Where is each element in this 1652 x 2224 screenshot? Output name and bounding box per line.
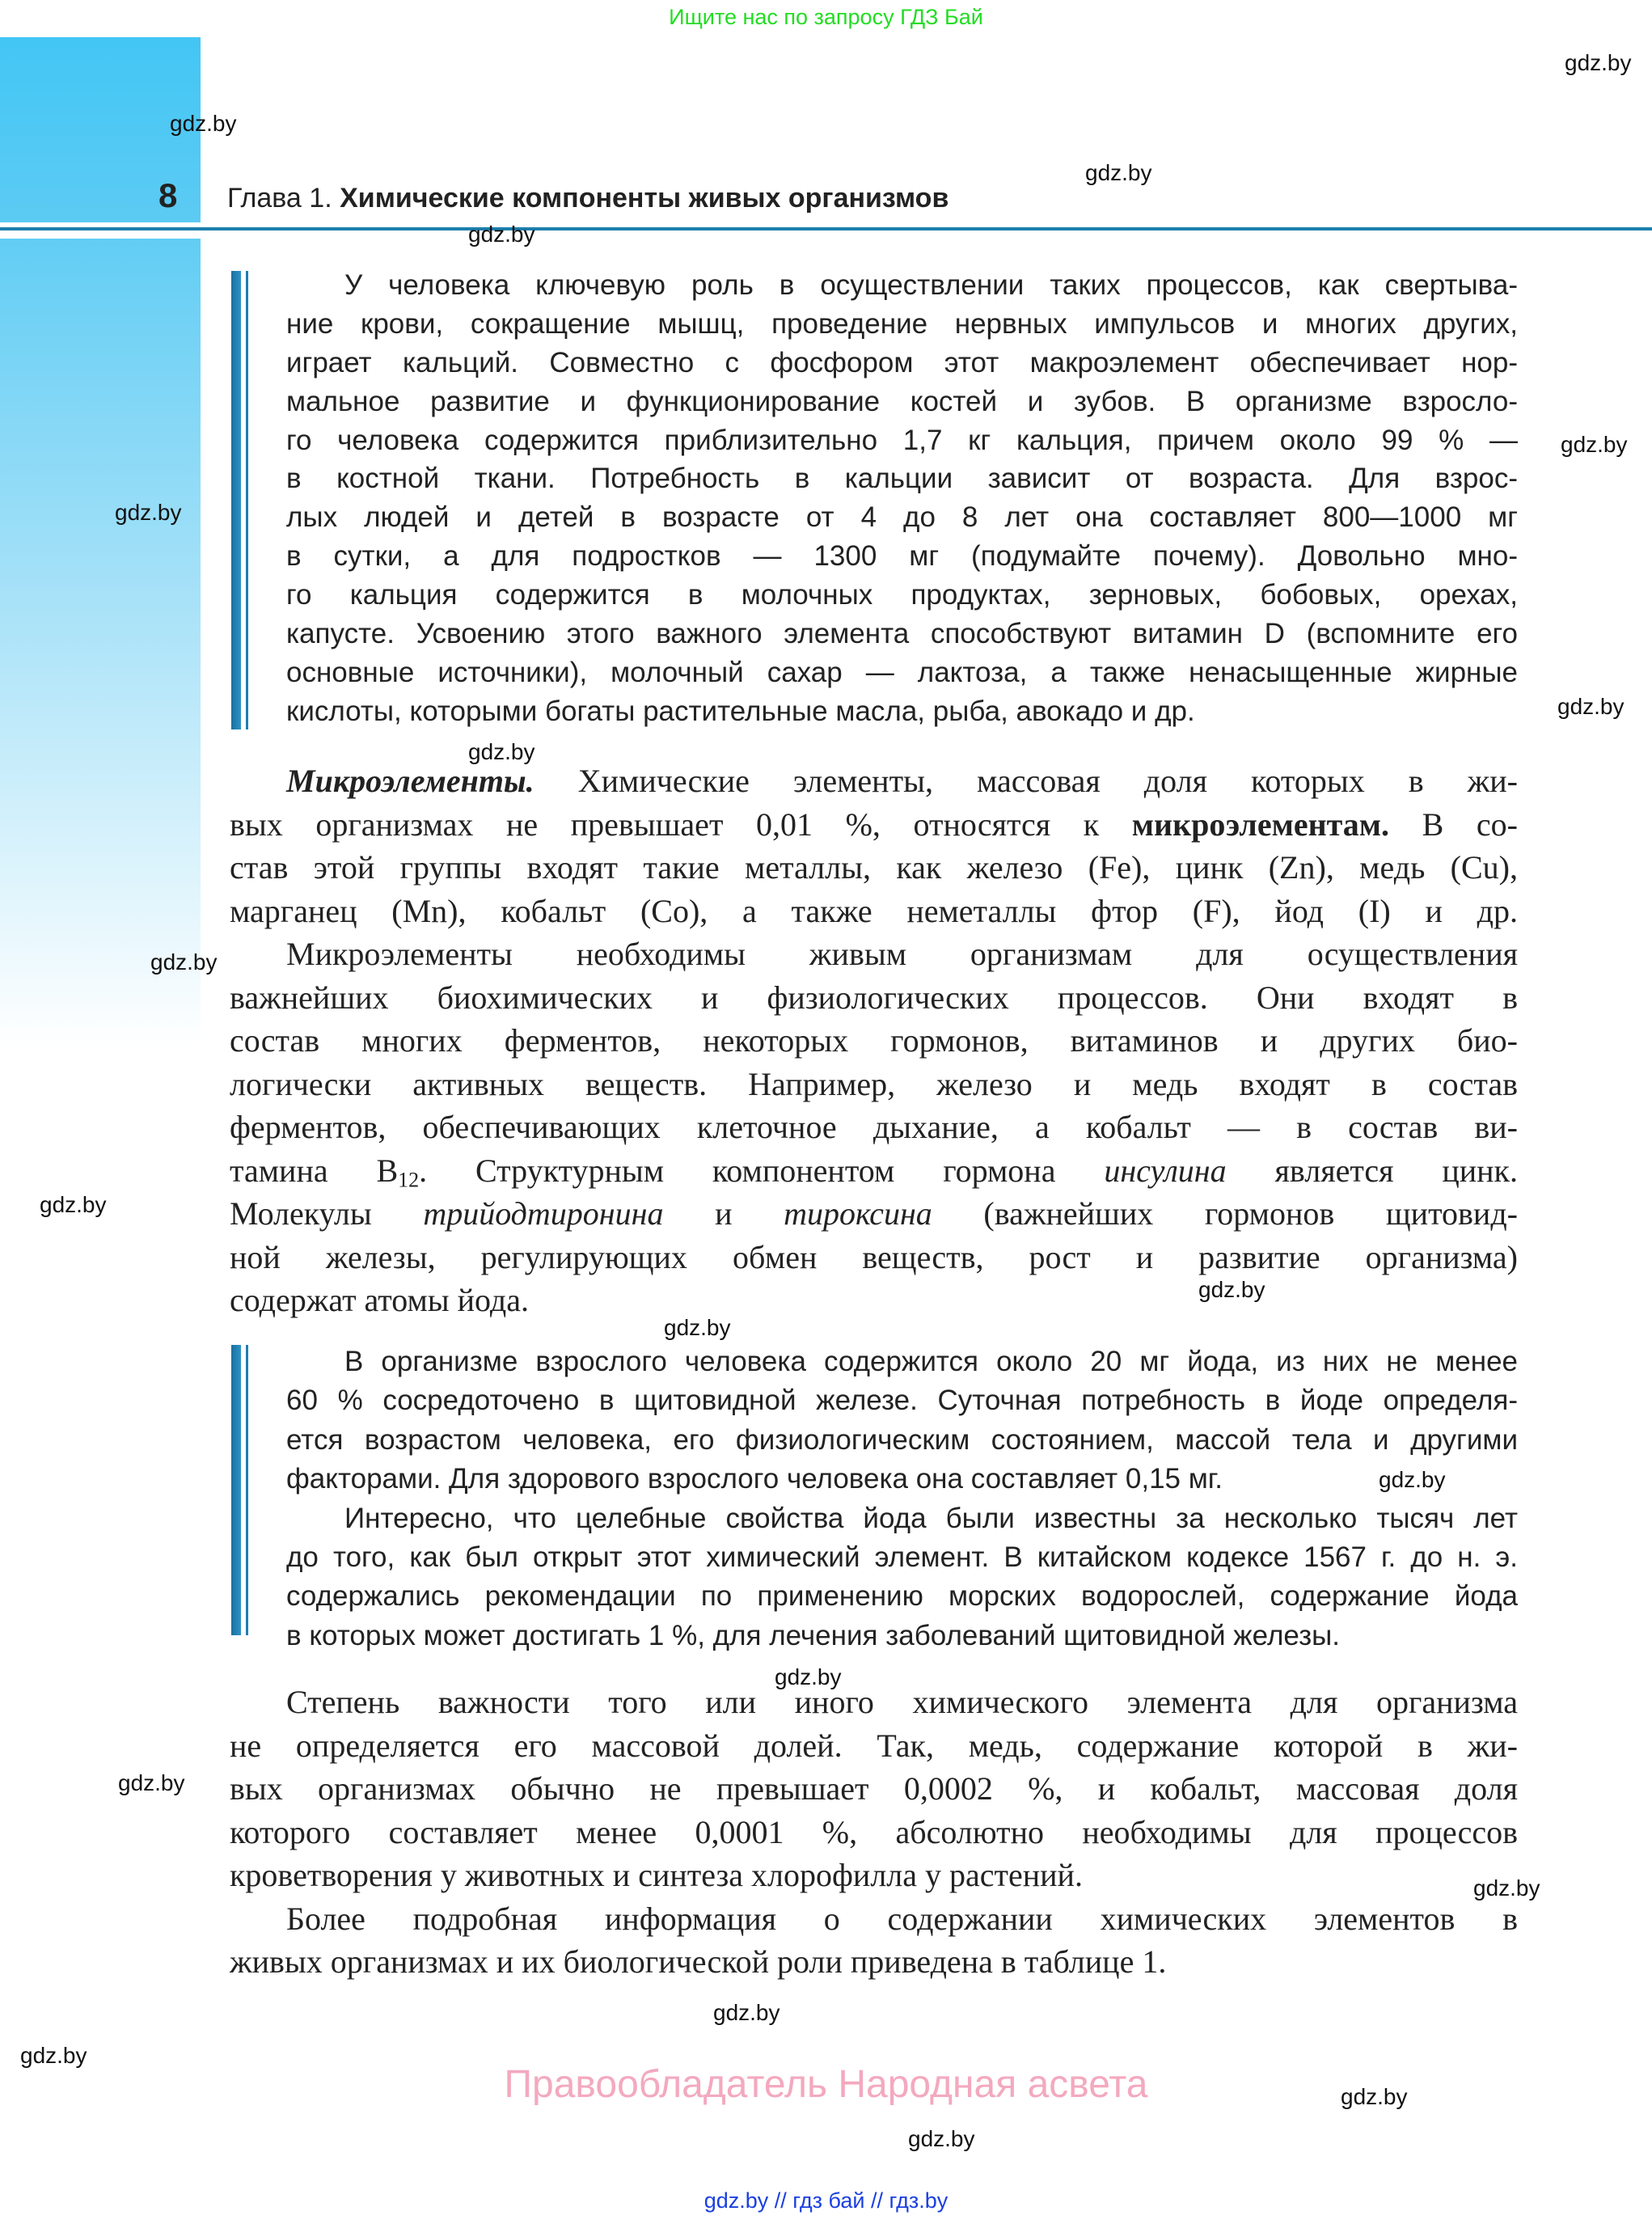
text-line — [286, 421, 1518, 460]
text-segment: содержат атомы йода. — [230, 1282, 529, 1318]
watermark: gdz.by — [1085, 160, 1152, 185]
microelements-text — [230, 759, 1518, 1322]
text-segment: Более подробная информация о содержании химических элементов в — [286, 1900, 1518, 1937]
watermark: gdz.by — [1561, 432, 1628, 457]
watermark: gdz.by — [170, 111, 237, 136]
text-line — [230, 1811, 1518, 1854]
text-segment: живых организмах и их биологической роли приведена в таблице 1. — [230, 1943, 1167, 1980]
text-line — [286, 1381, 1518, 1420]
text-line — [286, 576, 1518, 615]
watermark: gdz.by — [115, 500, 182, 525]
subscript: 12 — [398, 1168, 420, 1191]
text-line — [286, 1577, 1518, 1616]
text-line — [286, 1499, 1518, 1538]
text-line — [286, 692, 1518, 731]
text-segment: У человека ключевую роль в осуществлении таких процессов, как свертыва- — [344, 269, 1518, 301]
watermark: gdz.by — [20, 2043, 87, 2068]
text-line — [230, 803, 1518, 847]
text-line — [286, 498, 1518, 537]
text-segment: кислоты, которыми богаты растительные масла, рыба, авокадо и др. — [286, 695, 1195, 727]
watermark: gdz.by — [908, 2126, 975, 2151]
emphasis-text: тироксина — [784, 1195, 932, 1232]
text-segment: Микроэлементы необходимы живым организмам для осуществления — [286, 936, 1518, 972]
rights-holder-stamp: Правообладатель Народная асвета — [504, 2063, 1148, 2106]
text-line — [230, 1236, 1518, 1279]
text-segment: Химические элементы, массовая доля которых в жи- — [534, 763, 1518, 799]
text-line — [230, 1063, 1518, 1106]
text-line — [230, 932, 1518, 976]
text-line — [230, 1940, 1518, 1984]
watermark: gdz.by — [468, 222, 535, 247]
text-segment: Молекулы — [230, 1195, 424, 1232]
watermark: gdz.by — [1341, 2084, 1408, 2109]
text-segment: важнейших биохимических и физиологических процессов. Они входят в — [230, 979, 1518, 1016]
text-segment: состав многих ферментов, некоторых гормонов, витаминов и других био- — [230, 1022, 1518, 1059]
text-segment: вых организмах обычно не превышает 0,0002 %, и кобальт, массовая доля — [230, 1770, 1518, 1807]
box-bar-line — [246, 271, 248, 729]
text-line — [230, 976, 1518, 1020]
header-rule — [0, 227, 1652, 230]
text-line — [230, 1192, 1518, 1236]
text-segment: го кальция содержится в молочных продуктах, зерновых, бобовых, орехах, — [286, 579, 1518, 611]
watermark: gdz.by — [775, 1664, 842, 1689]
chapter-title: Химические компоненты живых организмов — [340, 183, 949, 214]
footer-links[interactable]: gdz.by // гдз бай // гдз.by — [703, 2188, 949, 2213]
text-segment: факторами. Для здорового взрослого человека она составляет 0,15 мг. — [286, 1463, 1223, 1495]
text-segment: В организме взрослого человека содержится около 20 мг йода, из них не менее — [344, 1346, 1518, 1377]
text-segment: тамина B — [230, 1152, 399, 1189]
text-segment: до того, как был открыт этот химический элемент. В китайском кодексе 1567 г. до н. э. — [286, 1541, 1518, 1573]
chapter-heading — [227, 183, 949, 214]
watermark: gdz.by — [150, 949, 218, 975]
text-segment: Интересно, что целебные свойства йода были известны за несколько тысяч лет — [344, 1502, 1518, 1534]
text-segment: капусте. Усвоению этого важного элемента способствуют витамин D (вспомните его — [286, 618, 1518, 650]
search-hint: Ищите нас по запросу ГДЗ Бай — [669, 5, 983, 29]
watermark: gdz.by — [1565, 50, 1632, 75]
text-line — [286, 537, 1518, 576]
text-line — [230, 1681, 1518, 1724]
text-segment: логически активных веществ. Например, железо и медь входят в состав — [230, 1065, 1518, 1102]
text-segment: став этой группы входят такие металлы, как железо (Fe), цинк (Zn), медь (Cu), — [230, 849, 1518, 886]
watermark: gdz.by — [664, 1315, 731, 1340]
emphasis-text: трийодтиронина — [423, 1195, 664, 1232]
box-bar-line — [246, 1345, 248, 1635]
text-line — [286, 653, 1518, 692]
text-segment: ферментов, обеспечивающих клеточное дыхание, а кобальт — в состав ви- — [230, 1109, 1518, 1145]
watermark: gdz.by — [1557, 694, 1625, 719]
text-line — [230, 759, 1518, 803]
text-segment: вых организмах не превышает 0,01 %, относятся к — [230, 805, 1132, 843]
text-line — [286, 1421, 1518, 1460]
text-line — [286, 1460, 1518, 1499]
text-segment: . Структурным компонентом гормона — [419, 1152, 1105, 1189]
text-segment: ется возрастом человека, его физиологическим состоянием, массой тела и другими — [286, 1423, 1518, 1456]
text-segment: го человека содержится приблизительно 1,7 кг кальция, причем около 99 % — — [286, 424, 1518, 456]
watermark: gdz.by — [118, 1770, 185, 1795]
text-line — [286, 615, 1518, 653]
text-line — [286, 383, 1518, 421]
watermark: gdz.by — [1473, 1875, 1540, 1901]
text-segment: ние крови, сокращение мышц, проведение нервных импульсов и многих других, — [286, 307, 1518, 340]
text-segment: марганец (Mn), кобальт (Co), а также неметаллы фтор (F), йод (I) и др. — [230, 892, 1518, 929]
text-segment: и — [663, 1195, 784, 1232]
text-segment: играет кальций. Совместно с фосфором этот макроэлемент обеспечивает нор- — [286, 346, 1518, 378]
calcium-info-box — [286, 266, 1518, 731]
emphasis-text: Микроэлементы. — [286, 763, 534, 799]
emphasis-text: инсулина — [1104, 1152, 1227, 1189]
text-line — [230, 1897, 1518, 1941]
text-line — [230, 1724, 1518, 1768]
text-line — [230, 1767, 1518, 1811]
side-gradient-decoration — [0, 239, 201, 1047]
text-line — [286, 459, 1518, 498]
text-line — [286, 1342, 1518, 1381]
text-segment: ной железы, регулирующих обмен веществ, рост и развитие организма) — [230, 1238, 1518, 1275]
text-line — [230, 1019, 1518, 1063]
box-bar — [231, 271, 241, 729]
importance-text — [230, 1681, 1518, 1984]
text-line — [286, 266, 1518, 305]
text-segment: содержались рекомендации по применению морских водорослей, содержание йода — [286, 1580, 1518, 1613]
text-segment: в костной ткани. Потребность в кальции зависит от возраста. Для взрос- — [286, 463, 1518, 495]
text-segment: в которых может достигать 1 %, для лечения заболеваний щитовидной железы. — [286, 1619, 1340, 1651]
watermark: gdz.by — [468, 739, 535, 764]
emphasis-text: микроэлементам. — [1131, 805, 1390, 843]
text-line — [286, 1617, 1518, 1655]
text-line — [230, 1149, 1518, 1193]
text-line — [286, 1538, 1518, 1577]
iodine-info-box — [286, 1342, 1518, 1655]
text-segment: не определяется его массовой долей. Так, медь, содержание которой в жи- — [230, 1727, 1518, 1764]
text-segment: которого составляет менее 0,0001 %, абсолютно необходимы для процессов — [230, 1813, 1518, 1850]
text-line — [230, 890, 1518, 933]
text-line — [286, 344, 1518, 383]
watermark: gdz.by — [1379, 1467, 1446, 1492]
box-bar — [231, 1345, 241, 1635]
text-segment: мальное развитие и функционирование костей и зубов. В организме взросло- — [286, 385, 1518, 417]
text-segment: кроветворения у животных и синтеза хлорофилла у растений. — [230, 1857, 1083, 1893]
text-segment: является цинк. — [1226, 1152, 1518, 1189]
text-segment: лых людей и детей в возрасте от 4 до 8 лет она составляет 800—1000 мг — [286, 501, 1518, 534]
text-segment: 60 % сосредоточено в щитовидной железе. Суточная потребность в йоде определя- — [286, 1385, 1518, 1417]
text-segment: основные источники), молочный сахар — лактоза, а также ненасыщенные жирные — [286, 656, 1518, 688]
text-segment: Степень важности того или иного химического элемента для организма — [286, 1684, 1518, 1720]
text-line — [286, 305, 1518, 344]
chapter-prefix: Глава 1. — [227, 183, 332, 214]
text-segment: (важнейших гормонов щитовид- — [932, 1195, 1518, 1232]
watermark: gdz.by — [40, 1192, 107, 1217]
text-line — [230, 1279, 1518, 1322]
text-line — [230, 1854, 1518, 1897]
text-line — [230, 846, 1518, 890]
text-segment: в сутки, а для подростков — 1300 мг (подумайте почему). Довольно мно- — [286, 540, 1518, 573]
text-segment: В со- — [1389, 805, 1518, 843]
watermark: gdz.by — [713, 2000, 780, 2025]
page-number: 8 — [158, 176, 178, 214]
watermark: gdz.by — [1198, 1277, 1265, 1302]
text-line — [230, 1106, 1518, 1149]
